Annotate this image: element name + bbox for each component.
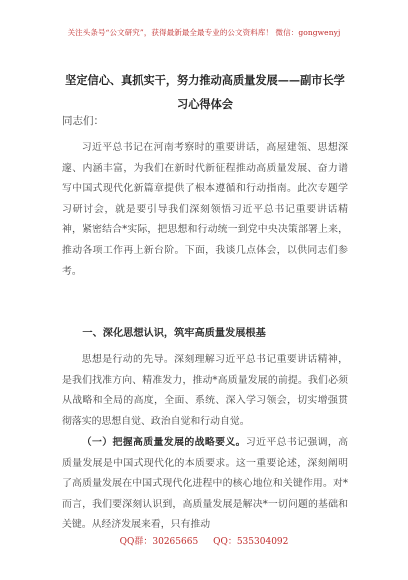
paragraph-intro: 习近平总书记在河南考察时的重要讲话，高屋建瓴、思想深邃、内涵丰富，为我们在新时代新征程推动高质量发展、奋力谱写中国式现代化新篇章提供了根本遵循和行动指南。此次专题学习研讨会，就是要引导我们深刻领悟习近平总书记重要讲话精神，紧密结合*实际，把思想和行动统一到党中央决策部署上来，推动各项工作再上新台阶。下面，我谈几点体会，以供同志们参考。 bbox=[62, 142, 348, 277]
paragraph-subsection-1 bbox=[62, 433, 348, 536]
paragraph-section-1: 思想是行动的先导。深刻理解习近平总书记重要讲话精神，是我们找准方向、精准发力，推动*高质量发展的前提。我们必须从战略和全局的高度，全面、系统、深入学习领会，切实增强贯彻落实的思想自觉、政治自觉和行动自觉。 bbox=[62, 354, 348, 427]
title-line-2: 习心得体会 bbox=[177, 97, 233, 111]
title-line-1: 坚定信心、真抓实干，努力推动高质量发展——副市长学 bbox=[65, 73, 345, 87]
qq-text: QQ：535304092 bbox=[213, 537, 289, 547]
qq-group-text: QQ群：30265665 bbox=[119, 537, 199, 547]
document-title bbox=[60, 68, 350, 116]
subsection-heading-1: （一）把握高质量发展的战略要义。 bbox=[81, 437, 246, 448]
promo-header: 关注头条号“公文研究”，获得最新最全最专业的公文资料库！ 微信：gongwenyj bbox=[67, 28, 341, 37]
section-heading-1: 一、深化思想认识，筑牢高质量发展根基 bbox=[82, 327, 266, 339]
greeting: 同志们： bbox=[62, 115, 104, 127]
subsection-text-1: 习近平总书记强调，高质量发展是中国式现代化的本质要求。这一重要论述，深刻阐明了高质量发展在中国式现代化进程中的核心地位和关键作用。对*而言，我们要深刻认识到，高质量发展是解决*一切问题的基础和关键。从经济发展来看，只有推动 bbox=[62, 437, 348, 531]
contact-footer bbox=[0, 534, 408, 547]
